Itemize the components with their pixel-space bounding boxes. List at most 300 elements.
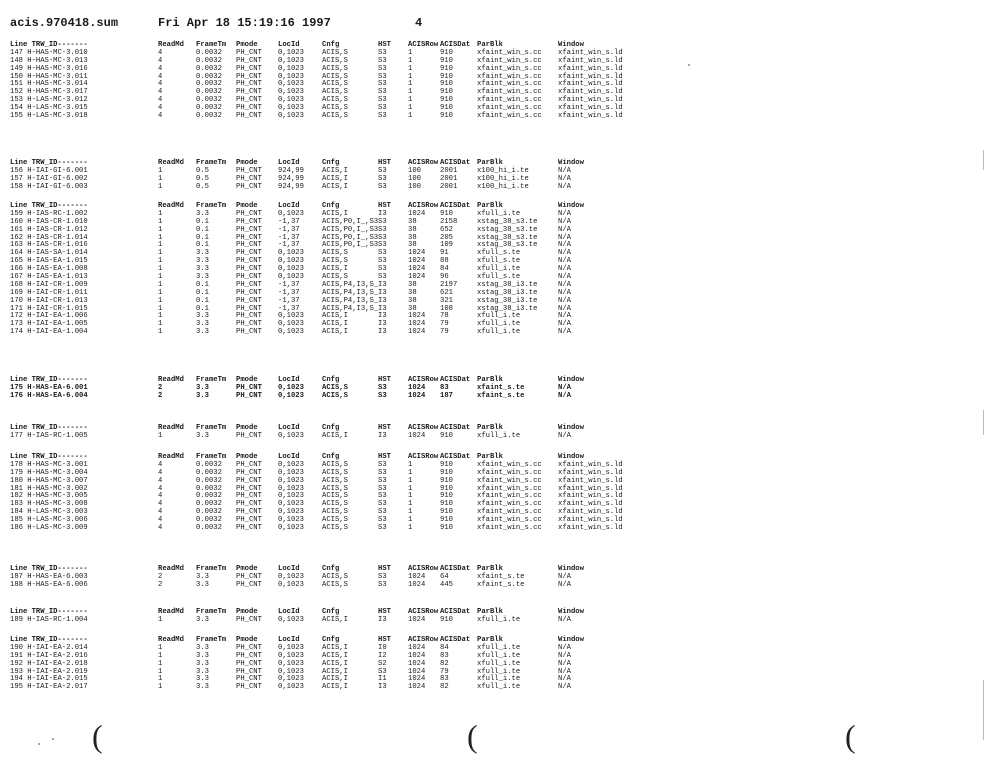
column-header-readmd: ReadMd	[158, 376, 184, 384]
cell-hst: I3	[378, 296, 387, 305]
cell-parblk: xstag_38_s3.te	[477, 217, 538, 226]
cell-hst: S3	[378, 516, 387, 525]
cell-parblk: xstag_38_i3.te	[477, 296, 538, 305]
cell-acisrow: 38	[408, 241, 417, 250]
cell-window: xfaint_win_s.ld	[558, 508, 623, 517]
cell-cnfg: ACIS,S	[322, 273, 348, 282]
cell-hst: S3	[378, 468, 387, 477]
cell-acisrow: 38	[408, 296, 417, 305]
cell-locid: 0,1023	[278, 460, 304, 469]
cell-locid: 0,1023	[278, 580, 304, 589]
cell-acisrow: 38	[408, 280, 417, 289]
cell-pmode: PH_CNT	[236, 643, 262, 652]
cell-acisrow: 1024	[408, 391, 426, 400]
cell-window: N/A	[558, 643, 571, 652]
cell-cnfg: ACIS,S	[322, 508, 348, 517]
cell-hst: I3	[378, 328, 387, 337]
cell-line-trw-id: 184 H-LAS-MC-3.003	[10, 508, 88, 517]
column-header-parblk: ParBlk	[477, 608, 503, 616]
cell-window: xfaint_win_s.ld	[558, 64, 623, 73]
cell-acisrow: 1	[408, 72, 413, 81]
cell-acisrow: 1024	[408, 675, 426, 684]
cell-cnfg: ACIS,I	[322, 312, 348, 321]
cell-readmd: 4	[158, 72, 163, 81]
cell-cnfg: ACIS,I	[322, 265, 348, 274]
cell-hst: S3	[378, 233, 387, 242]
cell-window: xfaint_win_s.ld	[558, 484, 623, 493]
cell-pmode: PH_CNT	[236, 225, 262, 234]
cell-hst: S3	[378, 225, 387, 234]
cell-parblk: xfull_i.te	[477, 675, 521, 684]
cell-acisrow: 1024	[408, 328, 426, 337]
cell-frametm: 0.0032	[196, 112, 222, 121]
cell-hst: S3	[378, 460, 387, 469]
column-header-acisrow: ACISRow	[408, 159, 439, 167]
cell-parblk: xfull_s.te	[477, 249, 521, 258]
cell-acisdat: 79	[440, 667, 449, 676]
cell-parblk: xfull_i.te	[477, 667, 521, 676]
cell-hst: I3	[378, 312, 387, 321]
cell-hst: S3	[378, 391, 387, 400]
cell-acisdat: 2197	[440, 280, 458, 289]
cell-acisdat: 910	[440, 209, 453, 218]
cell-acisdat: 84	[440, 643, 449, 652]
cell-locid: 924,99	[278, 174, 304, 183]
column-header-readmd: ReadMd	[158, 608, 184, 616]
cell-hst: S3	[378, 508, 387, 517]
cell-pmode: PH_CNT	[236, 683, 262, 692]
cell-hst: S3	[378, 667, 387, 676]
cell-acisrow: 1024	[408, 643, 426, 652]
cell-parblk: xfaint_win_s.cc	[477, 64, 542, 73]
cell-pmode: PH_CNT	[236, 112, 262, 121]
cell-readmd: 1	[158, 328, 163, 337]
cell-frametm: 0.0032	[196, 476, 222, 485]
cell-pmode: PH_CNT	[236, 476, 262, 485]
cell-parblk: x100_hi_i.te	[477, 182, 529, 191]
cell-locid: 0,1023	[278, 476, 304, 485]
cell-locid: 0,1023	[278, 64, 304, 73]
cell-parblk: xfull_i.te	[477, 659, 521, 668]
cell-line-trw-id: 188 H-HAS-EA-6.006	[10, 580, 88, 589]
cell-pmode: PH_CNT	[236, 572, 262, 581]
cell-frametm: 3.3	[196, 675, 209, 684]
cell-acisdat: 83	[440, 383, 449, 392]
cell-pmode: PH_CNT	[236, 460, 262, 469]
cell-acisrow: 1024	[408, 572, 426, 581]
cell-acisrow: 1	[408, 492, 413, 501]
cell-frametm: 0.1	[196, 280, 209, 289]
cell-pmode: PH_CNT	[236, 516, 262, 525]
cell-hst: S3	[378, 112, 387, 121]
scan-speck	[38, 743, 40, 745]
cell-acisrow: 1	[408, 112, 413, 121]
cell-locid: 0,1023	[278, 508, 304, 517]
cell-acisrow: 38	[408, 304, 417, 313]
cell-pmode: PH_CNT	[236, 508, 262, 517]
cell-parblk: xfull_i.te	[477, 265, 521, 274]
column-header-line-trw-id: Line TRW_ID-------	[10, 565, 88, 573]
cell-frametm: 3.3	[196, 391, 209, 400]
cell-pmode: PH_CNT	[236, 580, 262, 589]
cell-line-trw-id: 173 H-IAI-EA-1.005	[10, 320, 88, 329]
cell-window: xfaint_win_s.ld	[558, 72, 623, 81]
cell-pmode: PH_CNT	[236, 265, 262, 274]
cell-parblk: xfull_i.te	[477, 320, 521, 329]
cell-window: xfaint_win_s.ld	[558, 56, 623, 65]
cell-readmd: 1	[158, 304, 163, 313]
cell-locid: -1,37	[278, 217, 300, 226]
column-header-parblk: ParBlk	[477, 41, 503, 49]
cell-pmode: PH_CNT	[236, 312, 262, 321]
cell-parblk: xfaint_win_s.cc	[477, 500, 542, 509]
cell-parblk: xfaint_win_s.cc	[477, 104, 542, 113]
cell-acisrow: 1	[408, 88, 413, 97]
cell-frametm: 0.0032	[196, 48, 222, 57]
cell-acisrow: 1	[408, 476, 413, 485]
cell-pmode: PH_CNT	[236, 304, 262, 313]
cell-pmode: PH_CNT	[236, 484, 262, 493]
cell-window: xfaint_win_s.ld	[558, 468, 623, 477]
cell-locid: 0,1023	[278, 431, 304, 440]
cell-pmode: PH_CNT	[236, 174, 262, 183]
cell-pmode: PH_CNT	[236, 96, 262, 105]
cell-parblk: xstag_38_s3.te	[477, 225, 538, 234]
cell-pmode: PH_CNT	[236, 273, 262, 282]
punch-hole-mark: (	[467, 718, 478, 754]
cell-window: N/A	[558, 233, 571, 242]
cell-readmd: 1	[158, 675, 163, 684]
cell-hst: S2	[378, 659, 387, 668]
scan-edge-line	[983, 680, 984, 740]
cell-frametm: 3.3	[196, 572, 209, 581]
cell-parblk: xstag_38_s3.te	[477, 241, 538, 250]
cell-locid: 0,1023	[278, 273, 304, 282]
cell-cnfg: ACIS,I	[322, 643, 348, 652]
cell-line-trw-id: 148 H-HAS-MC-3.013	[10, 56, 88, 65]
cell-parblk: xstag_38_i3.te	[477, 304, 538, 313]
cell-cnfg: ACIS,I	[322, 328, 348, 337]
cell-readmd: 1	[158, 615, 163, 624]
cell-cnfg: ACIS,I	[322, 209, 348, 218]
cell-frametm: 3.3	[196, 257, 209, 266]
cell-frametm: 3.3	[196, 320, 209, 329]
cell-cnfg: ACIS,S	[322, 484, 348, 493]
cell-acisdat: 910	[440, 484, 453, 493]
cell-line-trw-id: 169 H-IAI-CR-1.011	[10, 288, 88, 297]
column-header-hst: HST	[378, 376, 391, 384]
cell-acisrow: 100	[408, 166, 421, 175]
cell-readmd: 1	[158, 643, 163, 652]
column-header-pmode: Pmode	[236, 636, 258, 644]
column-header-acisdat: ACISDat	[440, 424, 471, 432]
cell-pmode: PH_CNT	[236, 280, 262, 289]
cell-window: N/A	[558, 288, 571, 297]
cell-acisdat: 187	[440, 391, 453, 400]
cell-readmd: 1	[158, 174, 163, 183]
cell-locid: 0,1023	[278, 383, 304, 392]
cell-parblk: xfull_i.te	[477, 615, 521, 624]
cell-frametm: 0.0032	[196, 516, 222, 525]
cell-readmd: 1	[158, 265, 163, 274]
column-header-window: Window	[558, 159, 584, 167]
cell-frametm: 0.5	[196, 174, 209, 183]
column-header-hst: HST	[378, 608, 391, 616]
cell-acisdat: 910	[440, 524, 453, 533]
cell-frametm: 0.0032	[196, 492, 222, 501]
column-header-hst: HST	[378, 636, 391, 644]
cell-frametm: 0.0032	[196, 88, 222, 97]
cell-acisdat: 82	[440, 659, 449, 668]
column-header-acisdat: ACISDat	[440, 565, 471, 573]
cell-readmd: 1	[158, 257, 163, 266]
cell-acisrow: 38	[408, 288, 417, 297]
cell-line-trw-id: 162 H-IAS-CR-1.014	[10, 233, 88, 242]
cell-readmd: 2	[158, 391, 163, 400]
cell-readmd: 4	[158, 112, 163, 121]
cell-frametm: 0.0032	[196, 64, 222, 73]
column-header-frametm: FrameTm	[196, 424, 227, 432]
cell-line-trw-id: 161 H-IAS-CR-1.012	[10, 225, 88, 234]
cell-pmode: PH_CNT	[236, 249, 262, 258]
cell-acisdat: 910	[440, 80, 453, 89]
cell-pmode: PH_CNT	[236, 383, 262, 392]
cell-readmd: 1	[158, 217, 163, 226]
column-header-locid: LocId	[278, 376, 300, 384]
cell-parblk: xfaint_win_s.cc	[477, 48, 542, 57]
cell-cnfg: ACIS,S	[322, 112, 348, 121]
cell-pmode: PH_CNT	[236, 468, 262, 477]
cell-hst: I3	[378, 320, 387, 329]
cell-line-trw-id: 157 H-IAI-GI-6.002	[10, 174, 88, 183]
cell-locid: 0,1023	[278, 615, 304, 624]
cell-window: N/A	[558, 174, 571, 183]
cell-frametm: 3.3	[196, 328, 209, 337]
cell-hst: S3	[378, 104, 387, 113]
cell-locid: 0,1023	[278, 524, 304, 533]
cell-hst: S3	[378, 166, 387, 175]
cell-readmd: 4	[158, 508, 163, 517]
cell-acisrow: 1	[408, 508, 413, 517]
cell-hst: S3	[378, 383, 387, 392]
cell-acisdat: 910	[440, 88, 453, 97]
cell-acisdat: 910	[440, 431, 453, 440]
cell-frametm: 0.0032	[196, 484, 222, 493]
column-header-line-trw-id: Line TRW_ID-------	[10, 424, 88, 432]
cell-parblk: xfull_i.te	[477, 643, 521, 652]
cell-line-trw-id: 172 H-IAI-EA-1.006	[10, 312, 88, 321]
cell-acisdat: 321	[440, 296, 453, 305]
cell-hst: S3	[378, 174, 387, 183]
cell-parblk: xstag_38_i3.te	[477, 288, 538, 297]
cell-line-trw-id: 174 H-IAI-EA-1.004	[10, 328, 88, 337]
cell-readmd: 2	[158, 383, 163, 392]
column-header-locid: LocId	[278, 565, 300, 573]
cell-acisdat: 83	[440, 675, 449, 684]
column-header-frametm: FrameTm	[196, 608, 227, 616]
cell-acisrow: 38	[408, 233, 417, 242]
cell-hst: S3	[378, 500, 387, 509]
cell-hst: S3	[378, 476, 387, 485]
cell-line-trw-id: 191 H-IAI-EA-2.016	[10, 651, 88, 660]
column-header-acisdat: ACISDat	[440, 608, 471, 616]
cell-frametm: 0.1	[196, 288, 209, 297]
cell-locid: 0,1023	[278, 112, 304, 121]
column-header-acisdat: ACISDat	[440, 202, 471, 210]
cell-locid: 0,1023	[278, 391, 304, 400]
column-header-readmd: ReadMd	[158, 453, 184, 461]
cell-hst: I1	[378, 675, 387, 684]
cell-frametm: 0.1	[196, 233, 209, 242]
cell-locid: 0,1023	[278, 667, 304, 676]
cell-frametm: 0.0032	[196, 72, 222, 81]
cell-parblk: x100_hi_i.te	[477, 174, 529, 183]
column-header-locid: LocId	[278, 41, 300, 49]
cell-acisrow: 1	[408, 96, 413, 105]
cell-pmode: PH_CNT	[236, 288, 262, 297]
column-header-acisrow: ACISRow	[408, 376, 439, 384]
punch-hole-mark: (	[845, 718, 856, 754]
cell-parblk: xstag_38_s3.te	[477, 233, 538, 242]
cell-cnfg: ACIS,S	[322, 476, 348, 485]
cell-cnfg: ACIS,S	[322, 257, 348, 266]
cell-line-trw-id: 158 H-IAI-GI-6.003	[10, 182, 88, 191]
cell-window: N/A	[558, 667, 571, 676]
cell-window: N/A	[558, 312, 571, 321]
cell-readmd: 1	[158, 288, 163, 297]
cell-acisrow: 1024	[408, 209, 426, 218]
cell-acisdat: 2001	[440, 182, 458, 191]
cell-acisdat: 910	[440, 508, 453, 517]
cell-acisrow: 1	[408, 104, 413, 113]
cell-cnfg: ACIS,S	[322, 492, 348, 501]
cell-hst: I3	[378, 304, 387, 313]
column-header-hst: HST	[378, 41, 391, 49]
column-header-frametm: FrameTm	[196, 565, 227, 573]
cell-hst: S3	[378, 56, 387, 65]
cell-window: xfaint_win_s.ld	[558, 48, 623, 57]
cell-pmode: PH_CNT	[236, 659, 262, 668]
cell-frametm: 0.1	[196, 241, 209, 250]
cell-window: xfaint_win_s.ld	[558, 500, 623, 509]
column-header-readmd: ReadMd	[158, 41, 184, 49]
cell-hst: S3	[378, 241, 387, 250]
cell-acisrow: 1	[408, 460, 413, 469]
column-header-window: Window	[558, 453, 584, 461]
cell-line-trw-id: 179 H-HAS-MC-3.004	[10, 468, 88, 477]
column-header-cnfg: Cnfg	[322, 376, 340, 384]
column-header-cnfg: Cnfg	[322, 565, 340, 573]
cell-cnfg: ACIS,I	[322, 675, 348, 684]
cell-acisrow: 1024	[408, 383, 426, 392]
column-header-frametm: FrameTm	[196, 453, 227, 461]
cell-window: N/A	[558, 651, 571, 660]
cell-acisrow: 1024	[408, 320, 426, 329]
column-header-acisrow: ACISRow	[408, 636, 439, 644]
cell-readmd: 4	[158, 80, 163, 89]
cell-readmd: 1	[158, 273, 163, 282]
cell-pmode: PH_CNT	[236, 48, 262, 57]
column-header-cnfg: Cnfg	[322, 636, 340, 644]
cell-frametm: 3.3	[196, 249, 209, 258]
column-header-cnfg: Cnfg	[322, 202, 340, 210]
cell-acisrow: 1	[408, 56, 413, 65]
cell-parblk: xfaint_s.te	[477, 572, 525, 581]
cell-line-trw-id: 181 H-HAS-MC-3.002	[10, 484, 88, 493]
cell-pmode: PH_CNT	[236, 296, 262, 305]
cell-line-trw-id: 156 H-IAI-GI-6.001	[10, 166, 88, 175]
cell-acisdat: 910	[440, 72, 453, 81]
cell-pmode: PH_CNT	[236, 72, 262, 81]
column-header-acisrow: ACISRow	[408, 202, 439, 210]
cell-parblk: xfull_i.te	[477, 651, 521, 660]
cell-locid: -1,37	[278, 304, 300, 313]
column-header-frametm: FrameTm	[196, 41, 227, 49]
cell-locid: 0,1023	[278, 88, 304, 97]
cell-acisrow: 1	[408, 500, 413, 509]
cell-readmd: 2	[158, 580, 163, 589]
cell-frametm: 3.3	[196, 580, 209, 589]
cell-frametm: 0.0032	[196, 80, 222, 89]
cell-window: N/A	[558, 217, 571, 226]
cell-pmode: PH_CNT	[236, 524, 262, 533]
cell-line-trw-id: 186 H-LAS-MC-3.009	[10, 524, 88, 533]
cell-cnfg: ACIS,S	[322, 249, 348, 258]
cell-readmd: 4	[158, 492, 163, 501]
cell-acisrow: 1024	[408, 431, 426, 440]
cell-window: N/A	[558, 296, 571, 305]
column-header-window: Window	[558, 608, 584, 616]
cell-readmd: 1	[158, 651, 163, 660]
cell-acisrow: 1024	[408, 265, 426, 274]
cell-line-trw-id: 164 H-IAS-SA-1.014	[10, 249, 88, 258]
cell-cnfg: ACIS,S	[322, 64, 348, 73]
cell-acisdat: 910	[440, 500, 453, 509]
cell-pmode: PH_CNT	[236, 217, 262, 226]
cell-hst: S3	[378, 72, 387, 81]
cell-hst: S3	[378, 524, 387, 533]
cell-acisrow: 1024	[408, 312, 426, 321]
cell-cnfg: ACIS,S	[322, 72, 348, 81]
cell-line-trw-id: 192 H-IAI-EA-2.018	[10, 659, 88, 668]
cell-readmd: 4	[158, 48, 163, 57]
cell-acisdat: 83	[440, 651, 449, 660]
cell-pmode: PH_CNT	[236, 209, 262, 218]
cell-acisdat: 910	[440, 48, 453, 57]
cell-frametm: 0.0032	[196, 56, 222, 65]
cell-window: xfaint_win_s.ld	[558, 492, 623, 501]
cell-readmd: 1	[158, 209, 163, 218]
cell-acisdat: 910	[440, 468, 453, 477]
cell-cnfg: ACIS,S	[322, 88, 348, 97]
cell-acisdat: 79	[440, 328, 449, 337]
cell-acisdat: 621	[440, 288, 453, 297]
cell-parblk: xfaint_win_s.cc	[477, 476, 542, 485]
cell-acisdat: 82	[440, 683, 449, 692]
cell-frametm: 0.0032	[196, 500, 222, 509]
column-header-acisdat: ACISDat	[440, 159, 471, 167]
cell-cnfg: ACIS,S	[322, 572, 348, 581]
cell-pmode: PH_CNT	[236, 257, 262, 266]
cell-acisrow: 1	[408, 48, 413, 57]
cell-cnfg: ACIS,S	[322, 80, 348, 89]
cell-cnfg: ACIS,I	[322, 659, 348, 668]
cell-line-trw-id: 183 H-HAS-MC-3.008	[10, 500, 88, 509]
cell-pmode: PH_CNT	[236, 667, 262, 676]
cell-line-trw-id: 149 H-HAS-MC-3.016	[10, 64, 88, 73]
cell-cnfg: ACIS,I	[322, 683, 348, 692]
cell-pmode: PH_CNT	[236, 675, 262, 684]
